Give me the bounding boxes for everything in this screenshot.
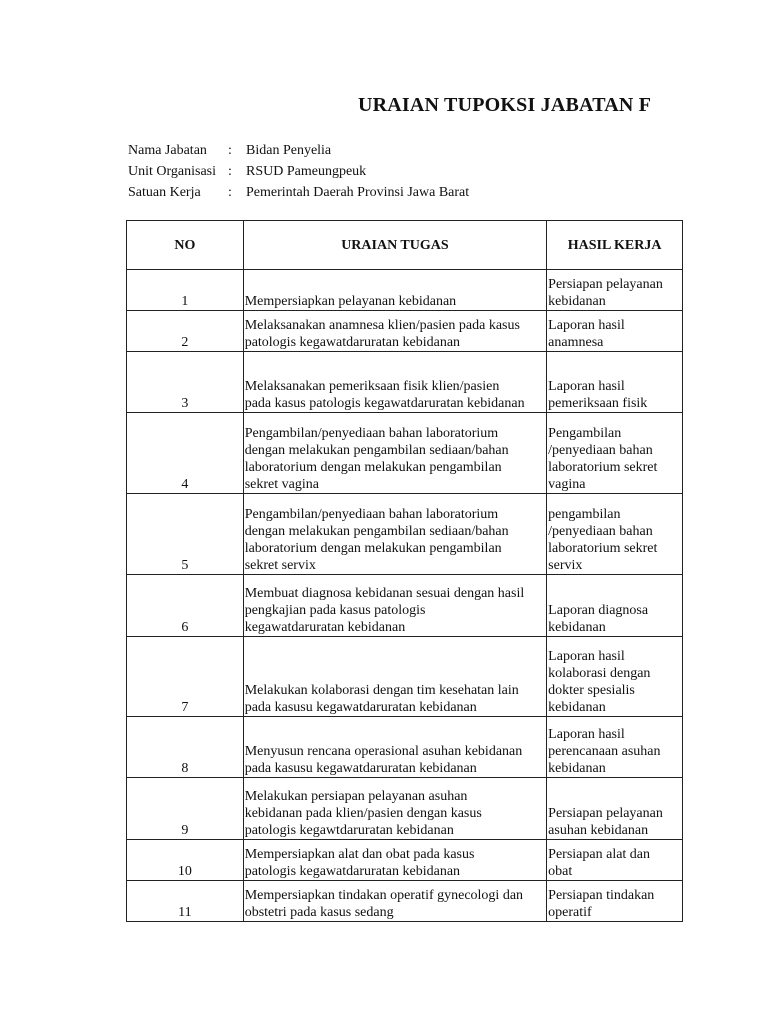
row-number: 4	[127, 413, 244, 494]
work-result-cell	[547, 637, 683, 717]
row-number: 6	[127, 575, 244, 637]
duty-line: Mempersiapkan tindakan operatif gynecologi dan	[244, 888, 524, 903]
header-duty-description: URAIAN TUGAS	[243, 221, 546, 270]
table-row	[127, 270, 683, 311]
duty-line: Menyusun rencana operasional asuhan kebidanan	[244, 744, 523, 759]
duty-line: pengkajian pada kasus patologis	[244, 603, 426, 618]
result-line: laboratorium sekret	[548, 541, 658, 556]
row-number: 10	[127, 840, 244, 881]
duty-description-cell	[243, 270, 546, 311]
duties-table	[126, 220, 683, 922]
result-line: /penyediaan bahan	[548, 443, 653, 458]
duty-line: patologis kegawatdaruratan kebidanan	[244, 864, 461, 879]
job-title-value: Bidan Penyelia	[246, 143, 332, 158]
result-line: Persiapan alat dan	[548, 847, 651, 862]
result-line: laboratorium sekret	[548, 460, 658, 475]
result-line: kebidanan	[548, 620, 606, 635]
result-line: Laporan hasil	[548, 318, 625, 333]
job-info-row	[128, 161, 469, 182]
work-result-cell	[547, 311, 683, 352]
duty-line: kebidanan pada klien/pasien dengan kasus	[244, 806, 482, 821]
table-row	[127, 352, 683, 413]
unit-label: Unit Organisasi	[128, 164, 217, 179]
result-line: pemeriksaan fisik	[548, 396, 648, 411]
duty-description-cell	[243, 352, 546, 413]
work-unit-label: Satuan Kerja	[128, 185, 201, 200]
duty-line: laboratorium dengan melakukan pengambilan	[244, 460, 502, 475]
work-unit-value: Pemerintah Daerah Provinsi Jawa Barat	[246, 185, 470, 200]
table-row	[127, 494, 683, 575]
row-number: 5	[127, 494, 244, 575]
result-line: Pengambilan	[548, 426, 622, 441]
table-row	[127, 311, 683, 352]
job-title-label: Nama Jabatan	[128, 143, 207, 158]
result-line: Laporan hasil	[548, 379, 625, 394]
duty-line: pada kasusu kegawatdaruratan kebidanan	[244, 761, 477, 776]
result-line: perencanaan asuhan	[548, 744, 661, 759]
duty-line: Melakukan persiapan pelayanan asuhan	[244, 789, 468, 804]
table-body	[127, 270, 683, 922]
duty-description-cell	[243, 840, 546, 881]
duty-description-cell	[243, 494, 546, 575]
table-row	[127, 575, 683, 637]
result-line: Persiapan tindakan	[548, 888, 655, 903]
row-number: 11	[127, 881, 244, 922]
result-line: pengambilan	[548, 507, 621, 522]
duty-line: Membuat diagnosa kebidanan sesuai dengan hasil	[244, 586, 525, 601]
row-number: 1	[127, 270, 244, 311]
job-info	[128, 140, 469, 203]
duty-line: dengan melakukan pengambilan sediaan/bahan	[244, 524, 509, 539]
result-line: asuhan kebidanan	[548, 823, 649, 838]
result-line: dokter spesialis	[548, 683, 635, 698]
result-line: Laporan hasil	[548, 727, 625, 742]
separator: :	[228, 185, 232, 200]
duty-line: patologis kegawatdaruratan kebidanan	[244, 335, 461, 350]
duty-line: Melakukan kolaborasi dengan tim kesehatan lain	[244, 683, 519, 698]
work-result-cell	[547, 413, 683, 494]
result-line: Persiapan pelayanan	[548, 806, 663, 821]
result-line: Laporan hasil	[548, 649, 625, 664]
duty-line: Melaksanakan pemeriksaan fisik klien/pasien	[244, 379, 500, 394]
work-result-cell	[547, 778, 683, 840]
job-info-row	[128, 140, 469, 161]
result-line: Laporan diagnosa	[548, 603, 649, 618]
job-info-row	[128, 182, 469, 203]
duty-line: Pengambilan/penyediaan bahan laboratorium	[244, 507, 499, 522]
row-number: 3	[127, 352, 244, 413]
duty-line: patologis kegawtdaruratan kebidanan	[244, 823, 454, 838]
row-number: 9	[127, 778, 244, 840]
duty-line: laboratorium dengan melakukan pengambilan	[244, 541, 502, 556]
duty-line: pada kasusu kegawatdaruratan kebidanan	[244, 700, 477, 715]
header-no: NO	[127, 221, 244, 270]
separator: :	[228, 164, 232, 179]
result-line: Persiapan pelayanan	[548, 277, 663, 292]
result-line: obat	[548, 864, 573, 879]
result-line: anamnesa	[548, 335, 604, 350]
duty-line: pada kasus patologis kegawatdaruratan kebidanan	[244, 396, 525, 411]
table-row	[127, 778, 683, 840]
result-line: kebidanan	[548, 700, 606, 715]
duty-line: Pengambilan/penyediaan bahan laboratorium	[244, 426, 499, 441]
duty-line: kegawatdaruratan kebidanan	[244, 620, 406, 635]
result-line: operatif	[548, 905, 592, 920]
work-result-cell	[547, 352, 683, 413]
table-header-row	[127, 221, 683, 270]
header-work-result: HASIL KERJA	[547, 221, 683, 270]
work-result-cell	[547, 494, 683, 575]
table-row	[127, 881, 683, 922]
duty-line: Mempersiapkan pelayanan kebidanan	[244, 294, 457, 309]
work-result-cell	[547, 575, 683, 637]
row-number: 2	[127, 311, 244, 352]
result-line: vagina	[548, 477, 586, 492]
result-line: kebidanan	[548, 294, 606, 309]
unit-value: RSUD Pameungpeuk	[246, 164, 367, 179]
duty-description-cell	[243, 778, 546, 840]
duty-description-cell	[243, 637, 546, 717]
result-line: kolaborasi dengan	[548, 666, 651, 681]
duty-description-cell	[243, 311, 546, 352]
separator: :	[228, 143, 232, 158]
duty-line: Melaksanakan anamnesa klien/pasien pada kasus	[244, 318, 520, 333]
result-line: servix	[548, 558, 583, 573]
duty-line: obstetri pada kasus sedang	[244, 905, 394, 920]
duty-description-cell	[243, 575, 546, 637]
result-line: /penyediaan bahan	[548, 524, 653, 539]
duty-line: sekret servix	[244, 558, 316, 573]
duty-description-cell	[243, 717, 546, 778]
duty-line: dengan melakukan pengambilan sediaan/bahan	[244, 443, 509, 458]
table-row	[127, 717, 683, 778]
duty-description-cell	[243, 413, 546, 494]
work-result-cell	[547, 840, 683, 881]
duty-line: Mempersiapkan alat dan obat pada kasus	[244, 847, 475, 862]
table-row	[127, 413, 683, 494]
work-result-cell	[547, 717, 683, 778]
work-result-cell	[547, 881, 683, 922]
row-number: 7	[127, 637, 244, 717]
duty-line: sekret vagina	[244, 477, 319, 492]
duty-description-cell	[243, 881, 546, 922]
table-row	[127, 840, 683, 881]
document-title: URAIAN TUPOKSI JABATAN F	[358, 94, 652, 116]
table-row	[127, 637, 683, 717]
result-line: kebidanan	[548, 761, 606, 776]
row-number: 8	[127, 717, 244, 778]
work-result-cell	[547, 270, 683, 311]
